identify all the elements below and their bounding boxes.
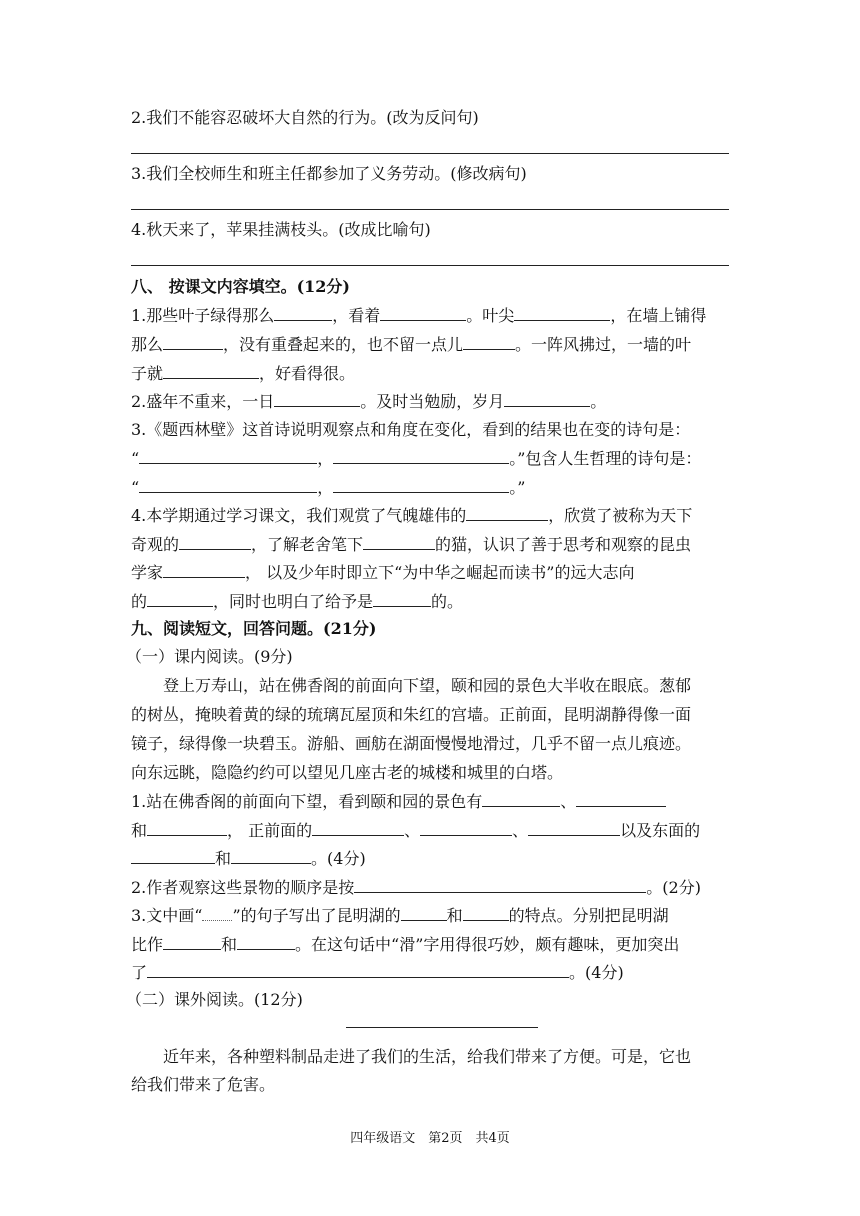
fill-blank[interactable]	[463, 905, 509, 921]
q9-question-1-cont: 和 ， 正前面的 、 、 以及东面的	[131, 821, 701, 840]
q7-item-3: 3.我们全校师生和班主任都参加了义务劳动。(修改病句)	[131, 164, 527, 183]
q8-line-11: 的 ，同时也明白了给予是 的。	[131, 592, 464, 611]
fill-blank[interactable]	[333, 448, 509, 464]
fill-blank[interactable]	[463, 334, 515, 350]
fill-blank[interactable]	[179, 534, 251, 550]
q9-part1-heading: （一）课内阅读。(9分)	[126, 647, 293, 666]
q8-line-5: 3.《题西林壁》这首诗说明观察点和角度在变化，看到的结果也在变的诗句是：	[131, 420, 691, 439]
q8-line-2: 那么 ，没有重叠起来的，也不留一点儿 。一阵风拂过，一墙的叶	[131, 335, 692, 354]
fill-blank[interactable]	[131, 848, 215, 864]
q8-line-9: 奇观的 ，了解老舍笔下 的猫，认识了善于思考和观察的昆虫	[131, 535, 692, 554]
fill-blank[interactable]	[528, 820, 620, 836]
wavy-underline-marker	[202, 906, 232, 921]
fill-blank[interactable]	[147, 820, 227, 836]
fill-blank[interactable]	[147, 962, 569, 978]
q9-question-3-end: 了 。(4分)	[131, 963, 624, 982]
fill-blank[interactable]	[333, 477, 509, 493]
fill-blank[interactable]	[466, 505, 548, 521]
q9-heading: 九、阅读短文，回答问题。(21分)	[131, 619, 377, 638]
fill-blank[interactable]	[373, 591, 431, 607]
fill-blank[interactable]	[363, 534, 435, 550]
title-blank-line[interactable]	[346, 1027, 538, 1028]
passage-line: 的树丛，掩映着黄的绿的琉璃瓦屋顶和朱红的宫墙。正前面，昆明湖静得像一面	[131, 705, 692, 724]
fill-blank[interactable]	[139, 477, 317, 493]
fill-blank[interactable]	[163, 334, 223, 350]
fill-blank[interactable]	[420, 820, 512, 836]
fill-blank[interactable]	[576, 791, 666, 807]
fill-blank[interactable]	[274, 305, 332, 321]
fill-blank[interactable]	[274, 391, 360, 407]
q9-part2-heading: （二）课外阅读。(12分)	[126, 990, 303, 1009]
fill-blank[interactable]	[231, 848, 311, 864]
fill-blank[interactable]	[514, 305, 610, 321]
q8-line-8: 4.本学期通过学习课文，我们观赏了气魄雄伟的 ，欣赏了被称为天下	[131, 506, 693, 525]
fill-blank[interactable]	[482, 791, 560, 807]
fill-blank[interactable]	[163, 363, 259, 379]
answer-line[interactable]	[131, 153, 729, 154]
fill-blank[interactable]	[312, 820, 404, 836]
q9-question-1-end: 和 。(4分)	[131, 848, 366, 869]
q8-line-3: 子就 ，好看得很。	[131, 364, 356, 383]
fill-blank[interactable]	[504, 391, 590, 407]
q7-item-4: 4.秋天来了，苹果挂满枝头。(改成比喻句)	[131, 220, 431, 239]
q8-line-6: “ ， 。”包含人生哲理的诗句是：	[131, 449, 702, 468]
fill-blank[interactable]	[139, 448, 317, 464]
answer-line[interactable]	[131, 209, 729, 210]
fill-blank[interactable]	[147, 591, 213, 607]
fill-blank[interactable]	[401, 905, 447, 921]
q7-item-2: 2.我们不能容忍破坏大自然的行为。(改为反问句)	[131, 108, 479, 127]
q8-line-10: 学家 ， 以及少年时即立下“为中华之崛起而读书”的远大志向	[131, 563, 635, 582]
q8-line-7: “ ， 。”	[131, 478, 526, 497]
q9-question-1: 1.站在佛香阁的前面向下望，看到颐和园的景色有 、	[131, 791, 666, 812]
q8-line-1: 1.那些叶子绿得那么 ，看着 。叶尖 ，在墙上铺得	[131, 306, 707, 325]
passage2-line: 给我们带来了危害。	[131, 1075, 276, 1094]
q8-heading: 八、 按课文内容填空。(12分)	[131, 277, 350, 296]
q8-line-4: 2.盛年不重来，一日 。及时当勉励，岁月 。	[131, 392, 607, 411]
page-footer: 四年级语文 第2页 共4页	[350, 1131, 510, 1146]
fill-blank[interactable]	[163, 562, 245, 578]
q9-question-3-cont: 比作 和 。在这句话中“滑”字用得很巧妙，颇有趣味，更加突出	[131, 935, 680, 954]
passage-line: 镜子，绿得像一块碧玉。游船、画舫在湖面慢慢地滑过，几乎不留一点儿痕迹。	[131, 734, 692, 753]
passage2-line: 近年来，各种塑料制品走进了我们的生活，给我们带来了方便。可是，它也	[163, 1047, 692, 1066]
fill-blank[interactable]	[237, 934, 295, 950]
answer-line[interactable]	[131, 265, 729, 266]
q9-question-2: 2.作者观察这些景物的顺序是按 。(2分)	[131, 878, 701, 897]
passage-line: 向东远眺，隐隐约约可以望见几座古老的城楼和城里的白塔。	[131, 763, 564, 782]
fill-blank[interactable]	[380, 305, 466, 321]
q9-question-3: 3.文中画“ ”的句子写出了昆明湖的 和 的特点。分别把昆明湖	[131, 906, 669, 925]
fill-blank[interactable]	[354, 877, 646, 893]
fill-blank[interactable]	[163, 934, 221, 950]
passage-line: 登上万寿山，站在佛香阁的前面向下望，颐和园的景色大半收在眼底。葱郁	[163, 676, 692, 695]
